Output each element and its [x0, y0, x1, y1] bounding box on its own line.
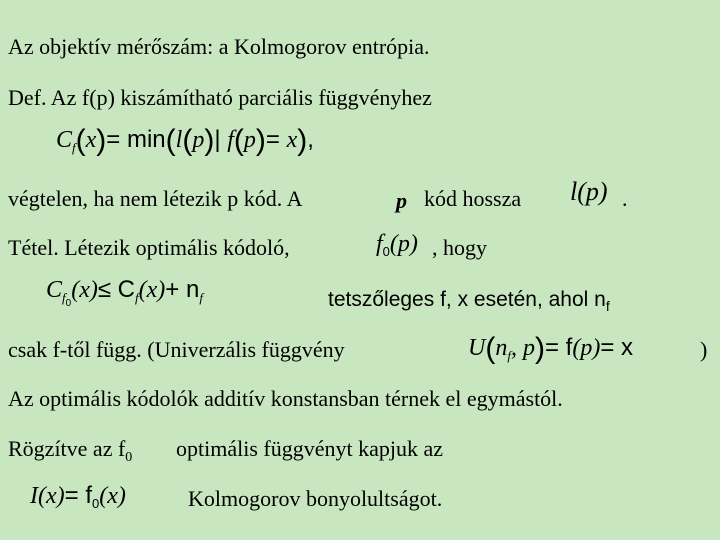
code-length-formula: l(p): [570, 177, 608, 206]
universal-close-paren: ): [700, 337, 708, 362]
code-length-label: kód hossza: [424, 186, 522, 211]
infinite-line: végtelen, ha nem létezik p kód. A: [8, 186, 303, 211]
theorem-hogy: , hogy: [432, 235, 487, 260]
optimal-coder-formula: $f_0(p)$: [376, 231, 418, 259]
fixing-line-rest: optimális függvényt kapjuk az: [176, 436, 443, 461]
p-code-symbol: p: [396, 188, 407, 213]
code-length-dot: .: [622, 186, 628, 211]
slide-title: Az objektív mérőszám: a Kolmogorov entrópia.: [8, 34, 430, 59]
complexity-definition-formula: $C_f(x)= \min(l(p)|$ f(p)= x),: [56, 124, 314, 157]
definition-line: Def. Az f(p) kiszámítható parciális függvényhez: [8, 85, 432, 110]
kolmogorov-complexity-label: Kolmogorov bonyolultságot.: [188, 486, 443, 511]
optimality-inequality: $C_{f0}(x)\le C_f(x)+ n_f$: [46, 276, 203, 309]
theorem-line: Tétel. Létezik optimális kódoló,: [8, 235, 290, 260]
dependency-line: csak f-től függ. (Univerzális függvény: [8, 337, 345, 362]
universal-function-formula: $U(n_f$, p)= f(p)= x: [468, 332, 633, 365]
fixing-line: Rögzítve az $f_0$: [8, 436, 133, 465]
kolmogorov-formula: $I(x)= f_0(x)$: [30, 482, 126, 511]
additive-constant-line: Az optimális kódolók additív konstansban térnek el egymástól.: [8, 386, 563, 411]
arbitrary-condition: tetszőleges f, x esetén, ahol $n_f$: [328, 288, 610, 314]
